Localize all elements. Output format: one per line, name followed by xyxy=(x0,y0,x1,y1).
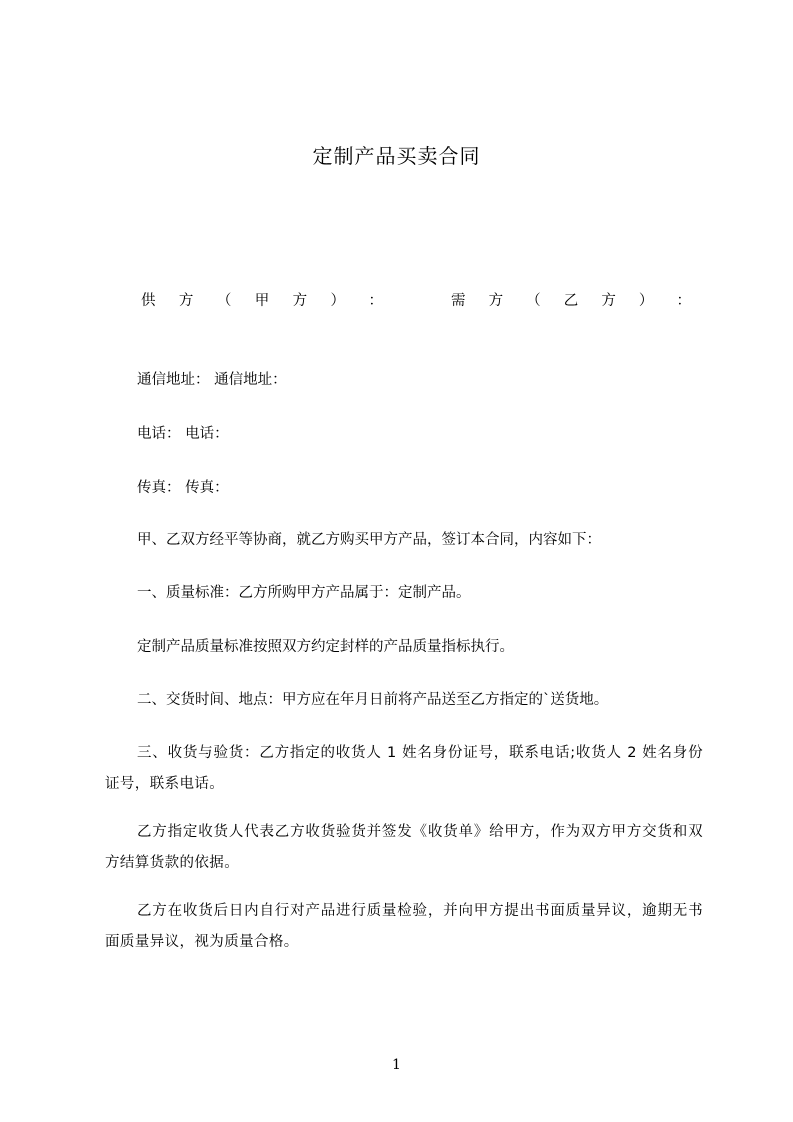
buyer-char: 乙 xyxy=(563,293,579,309)
supplier-char: 方 xyxy=(292,293,308,309)
supplier-party-label xyxy=(141,291,383,311)
supplier-char: ） xyxy=(330,293,346,309)
phone-line: 电话： 电话： xyxy=(137,426,229,442)
supplier-char: 方 xyxy=(178,293,194,309)
clause-quality-objection: 乙方在收货后日内自行对产品进行质量检验，并向甲方提出书面质量异议，逾期无书面质量异议，视为质量合格。 xyxy=(105,903,703,950)
parties-row xyxy=(141,291,701,311)
clause-receipt-form: 乙方指定收货人代表乙方收货验货并签发《收货单》给甲方，作为双方甲方交货和双方结算货款的依据。 xyxy=(105,824,703,871)
clause-delivery: 二、交货时间、地点：甲方应在年月日前将产品送至乙方指定的`送货地。 xyxy=(137,692,609,708)
buyer-char: ） xyxy=(638,293,654,309)
supplier-char: ： xyxy=(368,293,383,309)
buyer-char: ： xyxy=(676,293,691,309)
clause-quality-standard: 一、质量标准：乙方所购甲方产品属于：定制产品。 xyxy=(137,585,471,601)
buyer-party-label xyxy=(451,291,691,311)
address-line: 通信地址： 通信地址： xyxy=(137,372,287,388)
buyer-char: 需 xyxy=(451,293,466,309)
clause-receipt-inspection: 三、收货与验货：乙方指定的收货人 1 姓名身份证号，联系电话;收货人 2 姓名身份证号，联系电话。 xyxy=(105,745,703,792)
page-number: 1 xyxy=(392,1057,401,1073)
buyer-char: 方 xyxy=(488,293,504,309)
fax-line: 传真： 传真： xyxy=(137,480,229,496)
supplier-char: （ xyxy=(216,293,232,309)
intro-paragraph: 甲、乙双方经平等协商，就乙方购买甲方产品，签订本合同，内容如下： xyxy=(137,532,601,548)
supplier-char: 供 xyxy=(141,293,156,309)
buyer-char: （ xyxy=(526,293,541,309)
buyer-char: 方 xyxy=(601,293,616,309)
clause-quality-detail: 定制产品质量标准按照双方约定封样的产品质量指标执行。 xyxy=(137,639,514,655)
contract-title: 定制产品买卖合同 xyxy=(312,144,481,168)
supplier-char: 甲 xyxy=(254,293,270,309)
